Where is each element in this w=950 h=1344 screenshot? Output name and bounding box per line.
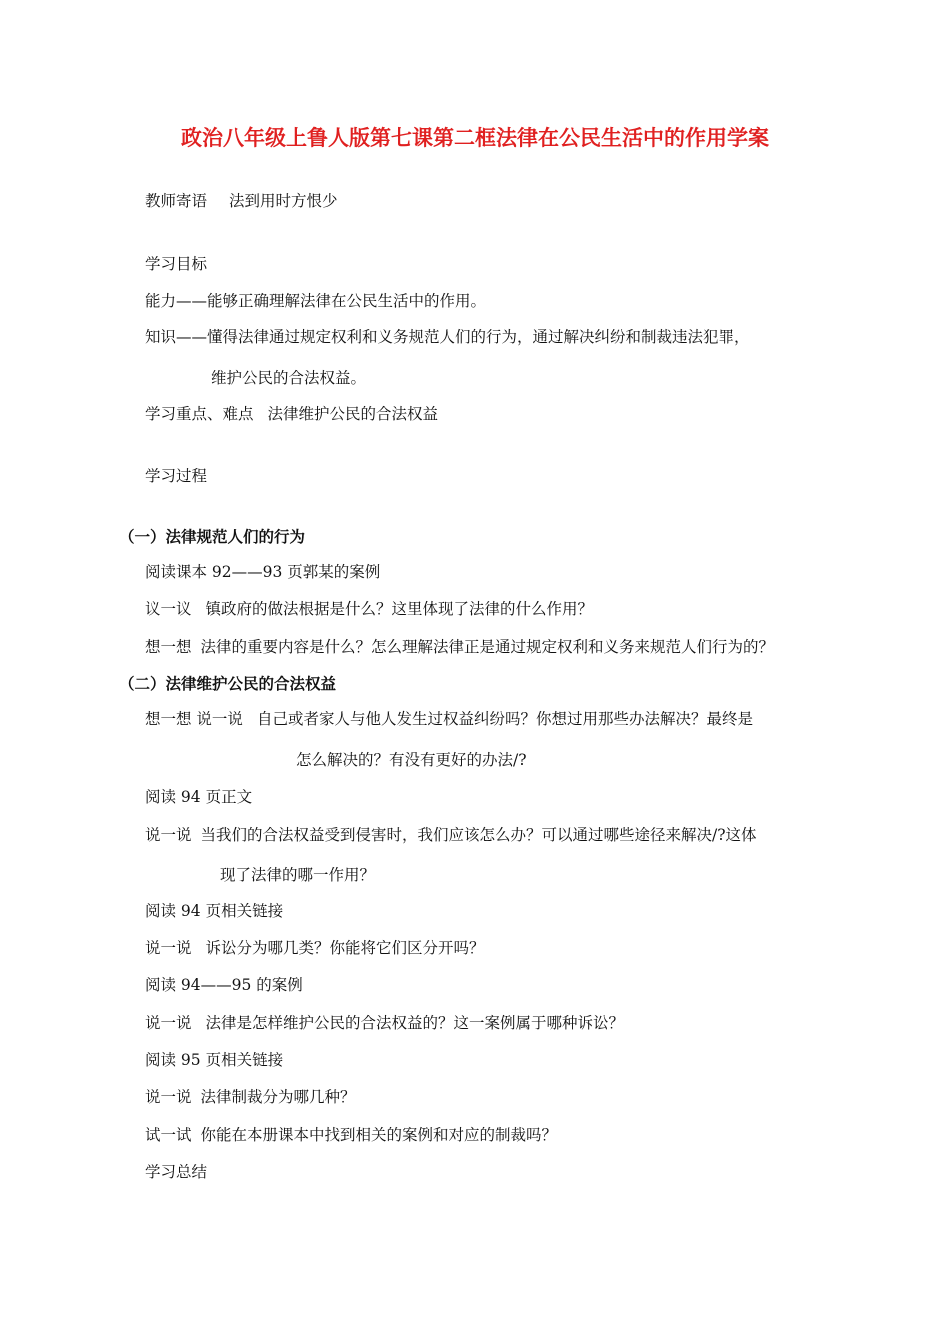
key-points-text: 法律维护公民的合法权益 (267, 405, 439, 423)
try-label: 试一试 (145, 1126, 192, 1144)
section1-discuss (145, 599, 593, 619)
section1-read: 阅读课本 92——93 页郭某的案例 (145, 563, 381, 581)
section2-say-4 (145, 1087, 356, 1107)
section2-think-line1 (145, 709, 753, 729)
motto-text: 法到用时方恨少 (229, 192, 338, 210)
section2-say-3 (145, 1013, 624, 1033)
say-2-text: 诉讼分为哪几类？你能将它们区分开吗？ (205, 939, 485, 957)
motto-label: 教师寄语 (145, 192, 208, 210)
section2-read-2: 阅读 94 页相关链接 (145, 902, 284, 920)
section2-read-3: 阅读 94——95 的案例 (145, 976, 303, 994)
section2-try (145, 1125, 557, 1145)
think-say-label: 想一想 说一说 (145, 710, 243, 728)
section2-say-1-line2: 现了法律的哪一作用？ (220, 866, 376, 884)
section1-think (145, 637, 774, 657)
process-heading: 学习过程 (145, 467, 208, 485)
section2-say-2 (145, 938, 485, 958)
key-points-label: 学习重点、难点 (145, 405, 254, 423)
discuss-text: 镇政府的做法根据是什么？这里体现了法律的什么作用？ (205, 600, 594, 618)
section2-say-1-line1 (145, 825, 757, 845)
summary-heading: 学习总结 (145, 1163, 208, 1181)
think-label: 想一想 (145, 638, 192, 656)
section2-heading: （二）法律维护公民的合法权益 (119, 675, 337, 693)
section1-heading: （一）法律规范人们的行为 (119, 528, 306, 546)
try-text: 你能在本册课本中找到相关的案例和对应的制裁吗？ (200, 1126, 558, 1144)
say-4-label: 说一说 (145, 1088, 192, 1106)
section2-read-1: 阅读 94 页正文 (145, 788, 253, 806)
section2-think-line2: 怎么解决的？有没有更好的办法/? (296, 751, 527, 769)
discuss-label: 议一议 (145, 600, 192, 618)
objective-knowledge-line2: 维护公民的合法权益。 (211, 369, 367, 387)
say-1-text-line1: 当我们的合法权益受到侵害时，我们应该怎么办？可以通过哪些途径来解决/?这体 (200, 826, 757, 844)
key-points (145, 404, 438, 424)
objectives-heading: 学习目标 (145, 255, 208, 273)
say-3-label: 说一说 (145, 1014, 192, 1032)
document-title: 政治八年级上鲁人版第七课第二框法律在公民生活中的作用学案 (181, 126, 769, 150)
think-text: 法律的重要内容是什么？怎么理解法律正是通过规定权利和义务来规范人们行为的？ (200, 638, 775, 656)
section2-read-4: 阅读 95 页相关链接 (145, 1051, 284, 1069)
say-4-text: 法律制裁分为哪几种？ (200, 1088, 356, 1106)
objective-ability: 能力——能够正确理解法律在公民生活中的作用。 (145, 292, 487, 310)
think-say-text-line1: 自己或者家人与他人发生过权益纠纷吗？你想过用那些办法解决？最终是 (256, 710, 753, 728)
objective-knowledge-line1: 知识——懂得法律通过规定权利和义务规范人们的行为，通过解决纠纷和制裁违法犯罪， (145, 328, 750, 346)
say-2-label: 说一说 (145, 939, 192, 957)
say-3-text: 法律是怎样维护公民的合法权益的？这一案例属于哪种诉讼？ (205, 1014, 625, 1032)
say-1-label: 说一说 (145, 826, 192, 844)
teacher-motto (145, 191, 338, 211)
